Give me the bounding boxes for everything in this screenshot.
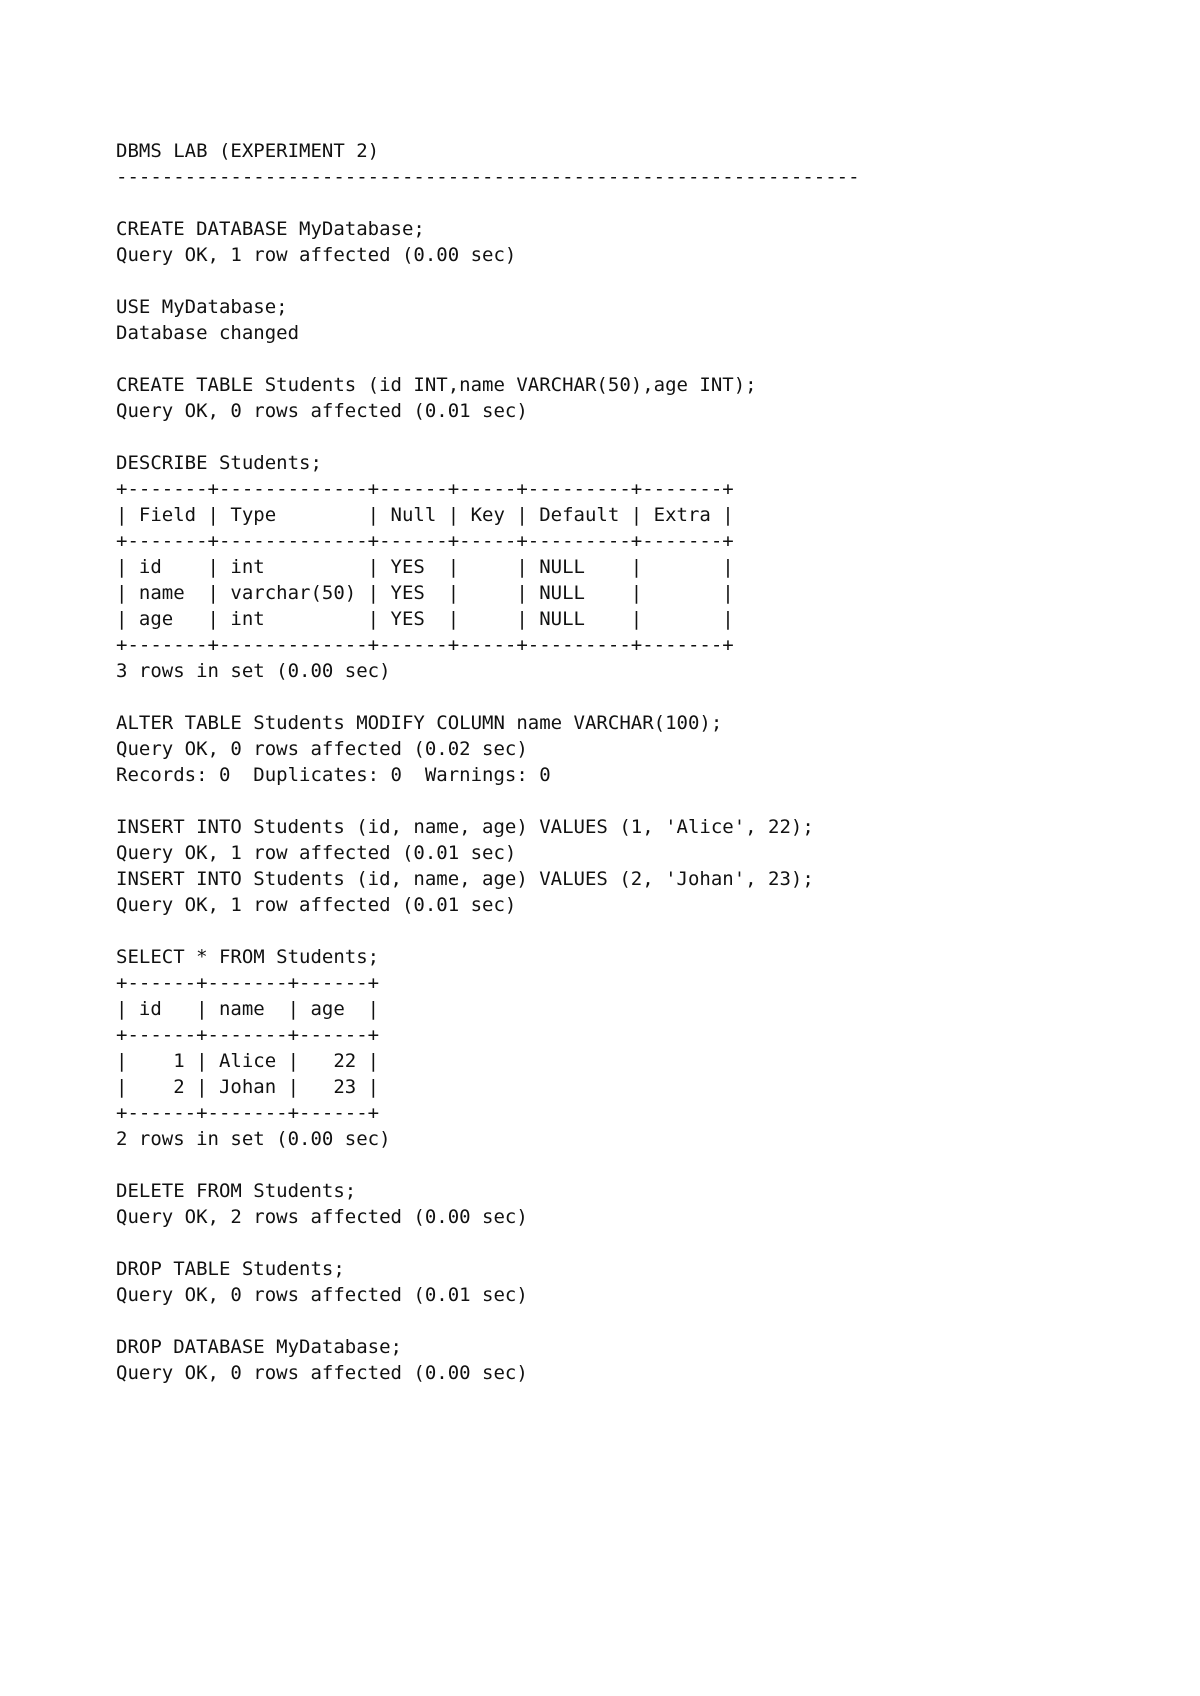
code-line: | id | int | YES | | NULL | |: [116, 556, 734, 578]
code-line: | Field | Type | Null | Key | Default | Extra |: [116, 504, 734, 526]
code-line: Records: 0 Duplicates: 0 Warnings: 0: [116, 764, 551, 786]
code-line: Query OK, 0 rows affected (0.01 sec): [116, 400, 528, 422]
code-line: INSERT INTO Students (id, name, age) VALUES (1, 'Alice', 22);: [116, 816, 814, 838]
code-line: +------+-------+------+: [116, 1102, 380, 1124]
document-body: [116, 216, 1156, 1386]
code-block: [116, 294, 1156, 346]
code-line: DESCRIBE Students;: [116, 452, 322, 474]
code-line: Query OK, 0 rows affected (0.00 sec): [116, 1362, 528, 1384]
code-line: Query OK, 1 row affected (0.01 sec): [116, 842, 517, 864]
code-line: +------+-------+------+: [116, 972, 380, 994]
code-line: USE MyDatabase;: [116, 296, 288, 318]
code-line: | id | name | age |: [116, 998, 380, 1020]
code-line: +-------+-------------+------+-----+---------+-------+: [116, 530, 734, 552]
code-line: CREATE TABLE Students (id INT,name VARCHAR(50),age INT);: [116, 374, 757, 396]
code-line: INSERT INTO Students (id, name, age) VALUES (2, 'Johan', 23);: [116, 868, 814, 890]
code-line: | name | varchar(50) | YES | | NULL | |: [116, 582, 734, 604]
code-line: SELECT * FROM Students;: [116, 946, 380, 968]
code-line: DELETE FROM Students;: [116, 1180, 357, 1202]
code-line: | 2 | Johan | 23 |: [116, 1076, 380, 1098]
code-line: DROP TABLE Students;: [116, 1258, 345, 1280]
code-block: [116, 710, 1156, 788]
document-page: [116, 138, 1156, 1412]
code-block: [116, 1334, 1156, 1386]
code-line: Query OK, 0 rows affected (0.01 sec): [116, 1284, 528, 1306]
code-line: DROP DATABASE MyDatabase;: [116, 1336, 402, 1358]
code-line: +------+-------+------+: [116, 1024, 380, 1046]
code-block: [116, 450, 1156, 684]
code-line: ALTER TABLE Students MODIFY COLUMN name VARCHAR(100);: [116, 712, 723, 734]
code-block: [116, 372, 1156, 424]
code-block: [116, 814, 1156, 918]
code-line: Database changed: [116, 322, 300, 344]
code-line: Query OK, 1 row affected (0.00 sec): [116, 244, 517, 266]
code-line: | 1 | Alice | 22 |: [116, 1050, 380, 1072]
code-line: CREATE DATABASE MyDatabase;: [116, 218, 425, 240]
document-title: DBMS LAB (EXPERIMENT 2): [116, 140, 380, 162]
code-line: +-------+-------------+------+-----+---------+-------+: [116, 478, 734, 500]
code-line: +-------+-------------+------+-----+---------+-------+: [116, 634, 734, 656]
code-line: Query OK, 1 row affected (0.01 sec): [116, 894, 517, 916]
code-block: [116, 944, 1156, 1152]
code-line: 2 rows in set (0.00 sec): [116, 1128, 391, 1150]
code-block: [116, 1256, 1156, 1308]
title-rule: -----------------------------------------------------------------: [116, 166, 860, 188]
code-line: Query OK, 0 rows affected (0.02 sec): [116, 738, 528, 760]
code-line: 3 rows in set (0.00 sec): [116, 660, 391, 682]
code-block: [116, 1178, 1156, 1230]
code-line: | age | int | YES | | NULL | |: [116, 608, 734, 630]
code-block: [116, 216, 1156, 268]
code-line: Query OK, 2 rows affected (0.00 sec): [116, 1206, 528, 1228]
